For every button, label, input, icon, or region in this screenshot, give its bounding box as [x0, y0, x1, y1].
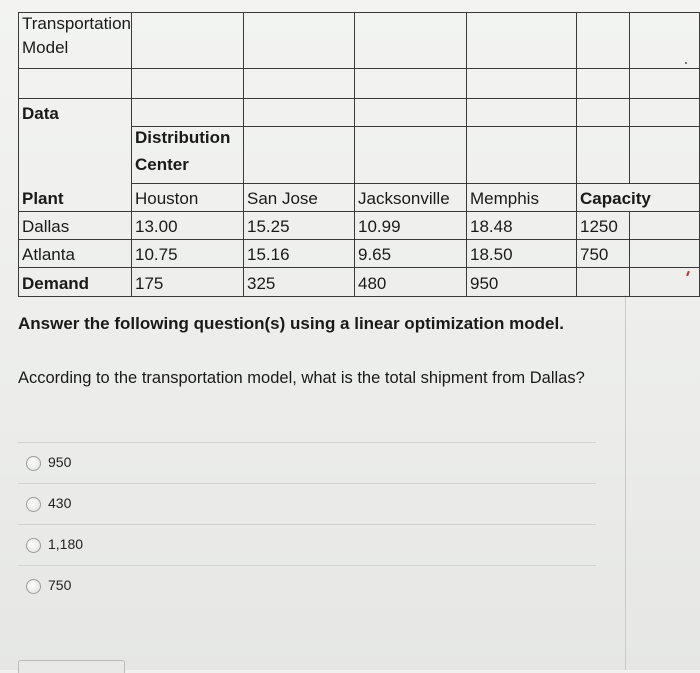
- plant-dallas: Dallas: [18, 211, 131, 239]
- question-instruction: Answer the following question(s) using a linear optimization model.: [18, 314, 564, 333]
- capacity-cell: 750: [576, 239, 629, 267]
- sheet-row-distribution-center: [18, 126, 700, 183]
- option-label: 750: [48, 577, 72, 593]
- header-memphis: Memphis: [466, 183, 576, 211]
- partial-button[interactable]: [18, 660, 125, 673]
- question-text: According to the transportation model, what is the total shipment from Dallas?: [18, 369, 585, 387]
- radio-button[interactable]: [26, 497, 41, 512]
- header-capacity: Capacity: [576, 183, 700, 211]
- demand-label: Demand: [18, 267, 131, 297]
- sheet-row-headers: [18, 183, 700, 211]
- header-houston: Houston: [131, 183, 243, 211]
- dc-line-2: Center: [135, 155, 189, 174]
- cost-cell: 13.00: [131, 211, 243, 239]
- table-row: [18, 267, 700, 297]
- header-san-jose: San Jose: [243, 183, 354, 211]
- cost-cell: 10.99: [354, 211, 466, 239]
- demand-cell: 175: [131, 267, 243, 297]
- radio-button[interactable]: [26, 579, 41, 594]
- table-row: [18, 239, 700, 267]
- cost-cell: 18.50: [466, 239, 576, 267]
- option-label: 950: [48, 454, 72, 470]
- radio-button[interactable]: [26, 538, 41, 553]
- demand-cell: 480: [354, 267, 466, 297]
- empty-cell: [576, 12, 629, 68]
- option-label: 430: [48, 495, 72, 511]
- cost-cell: 9.65: [354, 239, 466, 267]
- data-label: Data: [18, 98, 131, 126]
- option-label: 1,180: [48, 536, 84, 552]
- title-line-1: Transportation: [22, 14, 131, 33]
- transportation-spreadsheet: [18, 12, 700, 297]
- cost-cell: 15.25: [243, 211, 354, 239]
- answer-option-430[interactable]: [18, 483, 596, 524]
- title-line-2: Model: [22, 38, 69, 57]
- cost-cell: 18.48: [466, 211, 576, 239]
- empty-cell: [629, 12, 700, 68]
- title-cell: [18, 12, 131, 68]
- header-plant: Plant: [18, 183, 131, 211]
- distribution-center-cell: [131, 126, 243, 183]
- panel-divider: [625, 295, 626, 670]
- empty-cell: [243, 12, 354, 68]
- empty-cell: [354, 12, 466, 68]
- sheet-row-empty: [18, 68, 700, 98]
- dc-line-1: Distribution: [135, 128, 231, 147]
- table-row: [18, 211, 700, 239]
- plant-atlanta: Atlanta: [18, 239, 131, 267]
- header-jacksonville: Jacksonville: [354, 183, 466, 211]
- sheet-row-title: [18, 12, 700, 68]
- answer-option-950[interactable]: [18, 442, 596, 483]
- empty-cell: [466, 12, 576, 68]
- cost-cell: 10.75: [131, 239, 243, 267]
- answer-option-750[interactable]: [18, 565, 596, 606]
- capacity-cell: 1250: [576, 211, 629, 239]
- sheet-row-data: [18, 98, 700, 126]
- cost-cell: 15.16: [243, 239, 354, 267]
- demand-cell: 325: [243, 267, 354, 297]
- demand-cell: 950: [466, 267, 576, 297]
- radio-button[interactable]: [26, 456, 41, 471]
- answer-option-1180[interactable]: [18, 524, 596, 565]
- empty-cell: [131, 12, 243, 68]
